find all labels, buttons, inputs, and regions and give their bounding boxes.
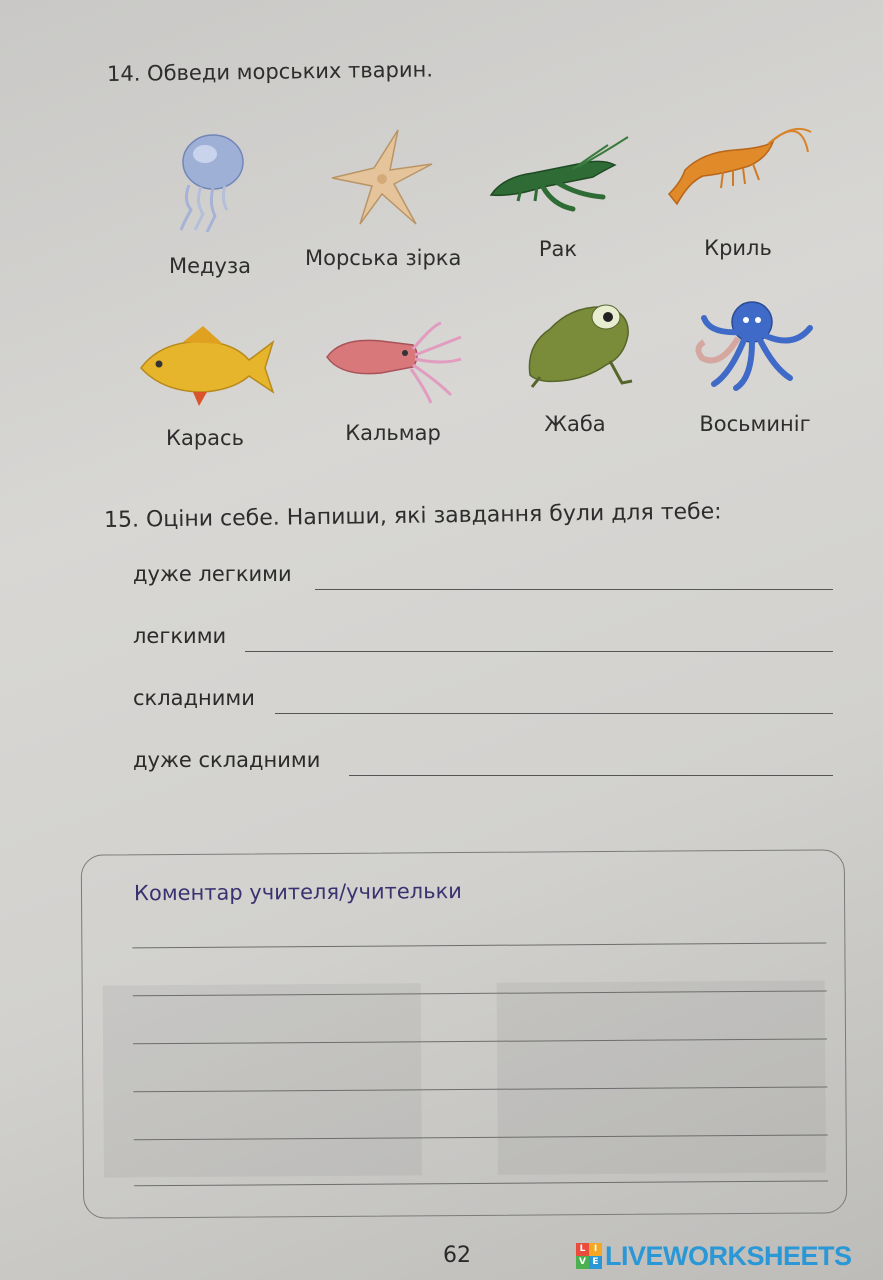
animal-card-starfish[interactable] (305, 122, 462, 272)
liveworksheets-logo-icon (576, 1243, 602, 1269)
crayfish-icon (483, 125, 633, 215)
rating-row-hard[interactable] (133, 686, 833, 720)
answer-line[interactable] (275, 713, 833, 714)
logo-letter: V (576, 1256, 589, 1269)
animal-label: Медуза (168, 254, 252, 278)
comment-title: Коментар учителя/учительки (133, 879, 462, 906)
rating-row-easy[interactable] (133, 624, 833, 658)
show-through-shade (103, 983, 422, 1177)
teacher-comment-box (81, 849, 848, 1218)
animal-card-octopus[interactable] (680, 298, 830, 448)
answer-line[interactable] (315, 589, 833, 590)
carp-icon (133, 318, 278, 408)
animal-card-crayfish[interactable] (483, 125, 633, 275)
starfish-icon (320, 122, 440, 232)
brand-text: LIVEWORKSHEETS (605, 1240, 852, 1271)
animal-label: Жаба (544, 412, 606, 436)
logo-letter: I (589, 1243, 602, 1256)
rating-label: дуже складними (133, 748, 321, 772)
rating-row-very-easy[interactable] (133, 562, 833, 596)
rating-row-very-hard[interactable] (133, 748, 833, 782)
animal-label: Морська зірка (305, 246, 462, 270)
answer-line[interactable] (245, 651, 833, 652)
answer-line[interactable] (349, 775, 833, 776)
rating-label: дуже легкими (133, 562, 292, 586)
animal-label: Рак (538, 237, 578, 261)
jellyfish-icon (155, 130, 265, 235)
animal-label: Кальмар (345, 421, 441, 445)
octopus-icon (690, 298, 820, 393)
comment-line[interactable] (134, 1180, 828, 1186)
liveworksheets-brand[interactable] (576, 1240, 852, 1272)
animal-label: Карась (166, 426, 244, 450)
task-15-title: 15. Оціни себе. Напиши, які завдання були для тебе: (103, 499, 722, 533)
krill-icon (663, 112, 813, 207)
rating-label: легкими (133, 624, 227, 648)
animal-card-frog[interactable] (500, 295, 650, 445)
animal-card-carp[interactable] (130, 318, 280, 468)
animal-card-krill[interactable] (663, 112, 813, 262)
show-through-shade (497, 980, 826, 1174)
squid-icon (321, 315, 466, 405)
comment-line[interactable] (132, 942, 826, 948)
logo-letter: L (576, 1243, 589, 1256)
animal-card-jellyfish[interactable] (135, 130, 285, 280)
logo-letter: E (589, 1256, 602, 1269)
frog-icon (510, 295, 640, 390)
animal-label: Восьминіг (699, 412, 811, 436)
animal-label: Криль (704, 236, 772, 260)
rating-label: складними (133, 686, 255, 710)
page-number: 62 (443, 1243, 471, 1268)
animal-card-squid[interactable] (318, 315, 468, 465)
task-14-title: 14. Обведи морських тварин. (106, 57, 434, 86)
